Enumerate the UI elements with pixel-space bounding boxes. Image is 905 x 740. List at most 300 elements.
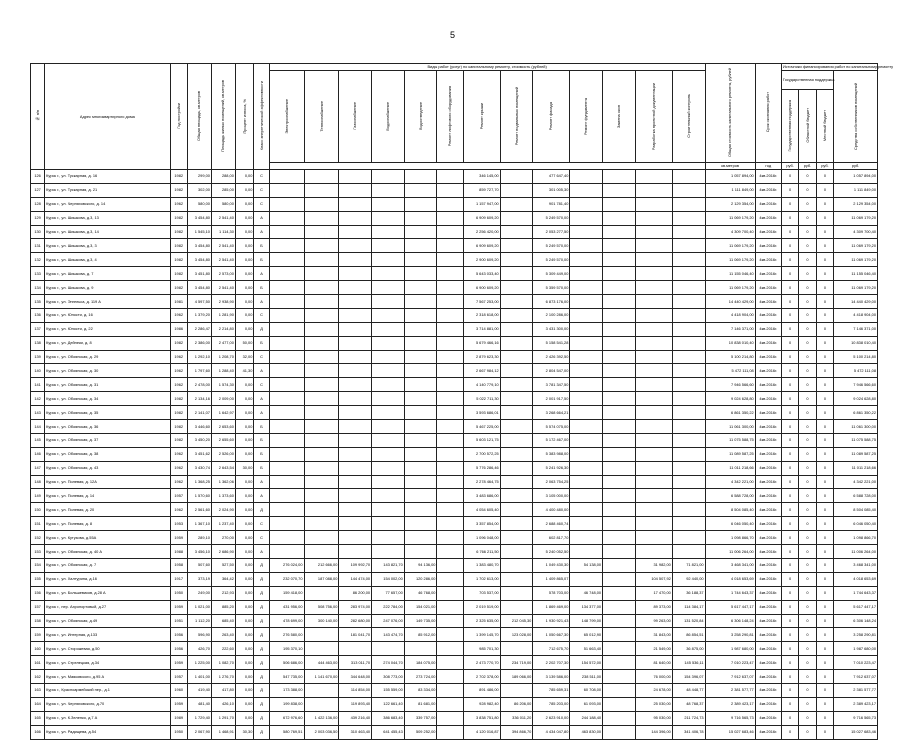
regional-budget-cell: 0	[799, 364, 816, 378]
cost-cell	[635, 267, 672, 281]
owners-funds-cell: 15 027 683,46	[834, 725, 878, 739]
total-cost-cell: 6 046 050,40	[705, 517, 755, 531]
cost-cell	[339, 461, 372, 475]
total-cost-cell: 4 342 221,00	[705, 475, 755, 489]
living-area-cell: 2 214,80	[211, 322, 235, 336]
cost-cell: 3 838 751,80	[463, 711, 500, 725]
row-number: 141	[31, 378, 45, 392]
cost-cell: 928 982,40	[463, 697, 500, 711]
cost-cell	[672, 406, 705, 420]
owners-funds-cell: 9 024 628,80	[834, 392, 878, 406]
total-area-cell: 302,00	[187, 183, 211, 197]
header-deadline: Срок окончания работ	[755, 64, 781, 163]
cost-cell: 234 719,00	[500, 656, 533, 670]
cost-cell	[437, 489, 463, 503]
cost-cell	[339, 545, 372, 559]
header-cost-9: Ремонт фундамента	[570, 71, 603, 163]
class-cell: С	[254, 170, 269, 184]
wear-cell: 0,00	[235, 392, 254, 406]
owners-funds-cell: 6 306 148,24	[834, 614, 878, 628]
cost-cell: 114 384,17	[672, 600, 705, 614]
cost-cell: 5 679 466,16	[463, 336, 500, 350]
cost-cell	[672, 225, 705, 239]
year-cell: 1982	[170, 392, 187, 406]
row-number: 145	[31, 433, 45, 447]
class-cell: Д	[254, 670, 269, 684]
total-area-cell: 1 367,10	[187, 517, 211, 531]
cost-cell	[269, 239, 304, 253]
cost-cell	[404, 267, 437, 281]
cost-cell	[404, 392, 437, 406]
cost-cell	[404, 183, 437, 197]
local-budget-cell: 0	[816, 656, 833, 670]
address-cell: Курск г., ул. Тускарная, д. 16	[45, 170, 170, 184]
header-source-3: Средства собственников помещений	[834, 71, 878, 163]
table-row	[31, 225, 878, 239]
regional-budget-cell: 0	[799, 489, 816, 503]
total-cost-cell: 11 155 046,40	[705, 267, 755, 281]
cost-cell	[672, 364, 705, 378]
cost-cell	[437, 558, 463, 572]
wear-cell: 0,00	[235, 586, 254, 600]
year-cell: 1959	[170, 600, 187, 614]
cost-cell: 1 050 667,30	[533, 628, 570, 642]
regional-budget-cell: 0	[799, 336, 816, 350]
cost-cell	[404, 197, 437, 211]
cost-cell: 86 200,00	[339, 586, 372, 600]
cost-cell: 94 136,00	[404, 558, 437, 572]
cost-cell	[570, 406, 603, 420]
cost-cell: 54 138,00	[570, 558, 603, 572]
cost-cell: 301 005,30	[533, 183, 570, 197]
table-row	[31, 295, 878, 309]
total-area-cell: 419,40	[187, 683, 211, 697]
cost-cell	[500, 378, 533, 392]
cost-cell	[672, 392, 705, 406]
wear-cell: 0,00	[235, 697, 254, 711]
cost-cell: 184 075,00	[404, 656, 437, 670]
cost-cell	[603, 614, 636, 628]
regional-budget-cell: 0	[799, 308, 816, 322]
cost-cell: 21 549,00	[635, 642, 672, 656]
regional-budget-cell: 0	[799, 725, 816, 739]
cost-cell	[672, 197, 705, 211]
cost-cell: 3 357 854,00	[463, 517, 500, 531]
year-cell: 1982	[170, 433, 187, 447]
cost-cell: 85 912,00	[404, 628, 437, 642]
living-area-cell: 2 653,60	[211, 420, 235, 434]
cost-cell	[339, 531, 372, 545]
local-budget-cell: 0	[816, 614, 833, 628]
total-area-cell: 2 386,00	[187, 336, 211, 350]
wear-cell: 0,00	[235, 378, 254, 392]
cost-cell	[635, 211, 672, 225]
deadline-cell: 4кв.2016г.	[755, 572, 781, 586]
cost-cell: 341 406,78	[672, 725, 705, 739]
header-cost-3: Водоснабжение	[372, 71, 405, 163]
class-cell: Д	[254, 697, 269, 711]
address-cell: Курск г., ул. Обоянская, д. 30	[45, 364, 170, 378]
table-row	[31, 211, 878, 225]
cost-cell	[603, 461, 636, 475]
local-budget-cell: 0	[816, 183, 833, 197]
cost-cell: 2 623 910,00	[533, 711, 570, 725]
cost-cell	[603, 433, 636, 447]
wear-cell: 0,00	[235, 433, 254, 447]
row-number: 131	[31, 239, 45, 253]
cost-cell	[404, 170, 437, 184]
cost-cell: 273 724,00	[404, 670, 437, 684]
cost-cell	[304, 697, 339, 711]
year-cell: 1962	[170, 378, 187, 392]
deadline-cell: 4кв.2016г.	[755, 475, 781, 489]
living-area-cell: 1 642,97	[211, 406, 235, 420]
wear-cell: 0,00	[235, 211, 254, 225]
total-cost-cell: 6 306 148,24	[705, 614, 755, 628]
cost-cell	[437, 239, 463, 253]
year-cell: 1982	[170, 183, 187, 197]
regional-budget-cell: 0	[799, 461, 816, 475]
living-area-cell: 1 373,60	[211, 489, 235, 503]
cost-cell: 4 120 016,87	[463, 725, 500, 739]
cost-cell: 2 900 609,20	[463, 253, 500, 267]
cost-cell	[437, 572, 463, 586]
table-row	[31, 433, 878, 447]
wear-cell: 0,00	[235, 281, 254, 295]
class-cell: А	[254, 545, 269, 559]
cost-cell	[269, 225, 304, 239]
row-number: 156	[31, 586, 45, 600]
wear-cell: 0,00	[235, 614, 254, 628]
cost-cell	[603, 267, 636, 281]
state-support-cell: 0	[781, 364, 798, 378]
address-cell: Курск г., ул. Юности, д. 22	[45, 322, 170, 336]
cost-cell: 89 373,00	[635, 600, 672, 614]
table-row	[31, 281, 878, 295]
cost-cell	[372, 447, 405, 461]
local-budget-cell: 0	[816, 295, 833, 309]
cost-cell	[437, 447, 463, 461]
cost-cell: 1 930 921,43	[533, 614, 570, 628]
total-area-cell: 3 454,80	[187, 239, 211, 253]
regional-budget-cell: 0	[799, 295, 816, 309]
living-area-cell: 2 686,90	[211, 545, 235, 559]
cost-cell: 336 011,20	[500, 711, 533, 725]
deadline-cell: 4кв.2016г.	[755, 253, 781, 267]
cost-cell	[603, 642, 636, 656]
total-cost-cell: 4 309 700,40	[705, 225, 755, 239]
row-number: 163	[31, 683, 45, 697]
total-cost-cell: 7 946 566,60	[705, 378, 755, 392]
cost-cell	[500, 447, 533, 461]
cost-cell	[570, 253, 603, 267]
regional-budget-cell: 0	[799, 656, 816, 670]
deadline-cell: 4кв.2016г.	[755, 489, 781, 503]
living-area-cell: 1 237,40	[211, 517, 235, 531]
cost-cell	[437, 683, 463, 697]
cost-cell	[500, 683, 533, 697]
total-cost-cell: 7 146 371,00	[705, 322, 755, 336]
local-budget-cell: 0	[816, 322, 833, 336]
cost-cell: 2 256 420,00	[463, 225, 500, 239]
state-support-cell: 0	[781, 433, 798, 447]
owners-funds-cell: 11 061 300,00	[834, 420, 878, 434]
cost-cell	[404, 642, 437, 656]
owners-funds-cell: 11 011 218,66	[834, 461, 878, 475]
total-cost-cell: 1 111 849,00	[705, 183, 755, 197]
cost-cell	[672, 295, 705, 309]
header-cost-11: Разработка проектной документации	[635, 71, 672, 163]
cost-cell	[672, 267, 705, 281]
cost-cell: 222 784,00	[372, 600, 405, 614]
wear-cell: 0,00	[235, 628, 254, 642]
deadline-cell: 4кв.2016г.	[755, 295, 781, 309]
cost-cell	[437, 517, 463, 531]
cost-cell	[603, 225, 636, 239]
regional-budget-cell: 0	[799, 475, 816, 489]
owners-funds-cell: 6 861 350,22	[834, 406, 878, 420]
total-area-cell: 3 454,80	[187, 211, 211, 225]
owners-funds-cell: 11 006 264,00	[834, 545, 878, 559]
table-row	[31, 197, 878, 211]
owners-funds-cell: 7 146 371,00	[834, 322, 878, 336]
total-area-cell: 2 561,60	[187, 503, 211, 517]
cost-cell	[372, 461, 405, 475]
cost-cell	[437, 670, 463, 684]
address-cell: Курск г., ул. Шишкова, д.3, 4	[45, 253, 170, 267]
wear-cell: 0,00	[235, 308, 254, 322]
cost-cell: 5 022 711,30	[463, 392, 500, 406]
cost-cell	[437, 322, 463, 336]
owners-funds-cell: 4 418 904,00	[834, 308, 878, 322]
total-area-cell: 3 430,74	[187, 461, 211, 475]
state-support-cell: 0	[781, 628, 798, 642]
table-row	[31, 600, 878, 614]
year-cell: 1962	[170, 475, 187, 489]
local-budget-cell: 0	[816, 350, 833, 364]
row-number: 150	[31, 503, 45, 517]
total-area-cell: 1 545,10	[187, 225, 211, 239]
class-cell: Д	[254, 614, 269, 628]
cost-cell: 61 093,00	[570, 697, 603, 711]
cost-cell: 578 703,00	[533, 586, 570, 600]
class-cell: А	[254, 364, 269, 378]
cost-cell: 6 766 211,50	[463, 545, 500, 559]
cost-cell	[269, 406, 304, 420]
cost-cell	[437, 364, 463, 378]
table-row	[31, 461, 878, 475]
regional-budget-cell: 0	[799, 503, 816, 517]
total-area-cell: 2 141,07	[187, 406, 211, 420]
header-no: № п/п	[31, 64, 45, 170]
class-cell: С	[254, 308, 269, 322]
owners-funds-cell: 8 504 085,40	[834, 503, 878, 517]
regional-budget-cell: 0	[799, 197, 816, 211]
cost-cell: 81 681,00	[404, 697, 437, 711]
total-cost-cell: 11 069 179,20	[705, 211, 755, 225]
cost-cell	[304, 433, 339, 447]
cost-cell	[437, 475, 463, 489]
cost-cell	[672, 475, 705, 489]
wear-cell: 0,00	[235, 545, 254, 559]
living-area-cell: 885,20	[211, 600, 235, 614]
cost-cell	[269, 267, 304, 281]
wear-cell: 0,00	[235, 572, 254, 586]
cost-cell	[672, 211, 705, 225]
cost-cell	[672, 545, 705, 559]
total-cost-cell: 11 069 179,20	[705, 281, 755, 295]
cost-cell: 2 019 519,00	[463, 600, 500, 614]
wear-cell: 50,00	[235, 336, 254, 350]
table-row	[31, 364, 878, 378]
cost-cell	[269, 253, 304, 267]
state-support-cell: 0	[781, 420, 798, 434]
table-header	[31, 64, 894, 170]
year-cell: 1953	[170, 517, 187, 531]
cost-cell: 131 520,84	[672, 614, 705, 628]
cost-cell	[339, 322, 372, 336]
cost-cell	[269, 295, 304, 309]
cost-cell: 2 325 635,00	[463, 614, 500, 628]
cost-cell: 5 603 121,75	[463, 433, 500, 447]
row-number: 134	[31, 281, 45, 295]
regional-budget-cell: 0	[799, 183, 816, 197]
year-cell: 1982	[170, 406, 187, 420]
state-support-cell: 0	[781, 392, 798, 406]
local-budget-cell: 0	[816, 683, 833, 697]
cost-cell	[635, 461, 672, 475]
deadline-cell: 4кв.2016г.	[755, 420, 781, 434]
class-cell: Б	[254, 253, 269, 267]
cost-cell: 2 473 770,70	[463, 656, 500, 670]
header-cost-7: Ремонт подвальных помещений	[500, 71, 533, 163]
living-area-cell: 2 655,60	[211, 433, 235, 447]
header-unit-3: руб.	[799, 163, 816, 170]
year-cell: 1950	[170, 586, 187, 600]
cost-cell	[372, 378, 405, 392]
cost-cell	[372, 392, 405, 406]
year-cell: 1950	[170, 725, 187, 739]
regional-budget-cell: 0	[799, 211, 816, 225]
cost-cell	[339, 336, 372, 350]
local-budget-cell: 0	[816, 461, 833, 475]
cost-cell: 154 002,00	[372, 572, 405, 586]
year-cell: 1958	[170, 558, 187, 572]
cost-cell	[339, 433, 372, 447]
state-support-cell: 0	[781, 239, 798, 253]
cost-cell	[500, 183, 533, 197]
year-cell: 1962	[170, 350, 187, 364]
cost-cell	[672, 378, 705, 392]
header-year: Год постройки	[170, 64, 187, 170]
cost-cell: 2 426 392,50	[533, 350, 570, 364]
cost-cell: 149 735,00	[404, 614, 437, 628]
owners-funds-cell: 14 440 429,00	[834, 295, 878, 309]
living-area-cell: 580,00	[211, 197, 235, 211]
address-cell: Курск г., ул. Черняховского, д. 14	[45, 197, 170, 211]
cost-cell	[372, 267, 405, 281]
cost-cell: 1 422 136,00	[304, 711, 339, 725]
cost-cell: 3 593 686,01	[463, 406, 500, 420]
cost-cell	[404, 517, 437, 531]
state-support-cell: 0	[781, 697, 798, 711]
table-row	[31, 614, 878, 628]
cost-cell	[304, 295, 339, 309]
total-cost-cell: 6 861 350,22	[705, 406, 755, 420]
state-support-cell: 0	[781, 197, 798, 211]
cost-cell: 31 843,00	[635, 628, 672, 642]
living-area-cell: 288,00	[211, 170, 235, 184]
cost-cell: 672 976,60	[269, 711, 304, 725]
cost-cell: 187 088,00	[304, 572, 339, 586]
total-cost-cell: 8 504 085,40	[705, 503, 755, 517]
cost-cell	[603, 378, 636, 392]
cost-cell: 119 893,40	[339, 697, 372, 711]
cost-cell	[672, 308, 705, 322]
year-cell: 1989	[170, 711, 187, 725]
cost-cell	[570, 350, 603, 364]
class-cell: А	[254, 392, 269, 406]
address-cell: Курск г., ул. Обоянская, д. 31	[45, 378, 170, 392]
cost-cell	[304, 461, 339, 475]
wear-cell: 0,00	[235, 406, 254, 420]
address-cell: Курск г., ул. Юности, д. 16	[45, 308, 170, 322]
regional-budget-cell: 0	[799, 586, 816, 600]
deadline-cell: 4кв.2016г.	[755, 267, 781, 281]
cost-cell	[603, 420, 636, 434]
row-number: 147	[31, 461, 45, 475]
cost-cell	[570, 239, 603, 253]
state-support-cell: 0	[781, 517, 798, 531]
cost-cell	[339, 364, 372, 378]
cost-cell	[372, 433, 405, 447]
cost-cell: 439 216,40	[339, 711, 372, 725]
regional-budget-cell: 0	[799, 392, 816, 406]
year-cell: 1956	[170, 628, 187, 642]
state-support-cell: 0	[781, 295, 798, 309]
cost-cell	[672, 336, 705, 350]
deadline-cell: 4кв.2016г.	[755, 697, 781, 711]
cost-cell	[304, 378, 339, 392]
regional-budget-cell: 0	[799, 670, 816, 684]
class-cell: Б	[254, 420, 269, 434]
header-cost-4: Водоотведение	[404, 71, 437, 163]
header-source-2: Местный бюджет	[816, 90, 833, 163]
cost-cell	[500, 642, 533, 656]
class-cell: Д	[254, 628, 269, 642]
deadline-cell: 4кв.2016г.	[755, 211, 781, 225]
wear-cell: 0,00	[235, 517, 254, 531]
address-cell: Курск г., ул. Обоянская, д. 29	[45, 350, 170, 364]
cost-cell: 238 511,00	[570, 670, 603, 684]
cost-cell: 86 854,51	[672, 628, 705, 642]
header-unit-1: год	[755, 163, 781, 170]
cost-cell	[304, 322, 339, 336]
cost-cell	[500, 225, 533, 239]
cost-cell: 199 838,00	[269, 697, 304, 711]
cost-cell: 173 388,00	[269, 683, 304, 697]
cost-cell	[672, 253, 705, 267]
living-area-cell: 263,40	[211, 628, 235, 642]
wear-cell: 0,00	[235, 683, 254, 697]
total-cost-cell: 2 381 577,77	[705, 683, 755, 697]
cost-cell	[672, 281, 705, 295]
cost-cell	[635, 225, 672, 239]
cost-cell	[603, 670, 636, 684]
year-cell: 1982	[170, 420, 187, 434]
owners-funds-cell: 7 010 223,47	[834, 656, 878, 670]
year-cell: 1962	[170, 197, 187, 211]
